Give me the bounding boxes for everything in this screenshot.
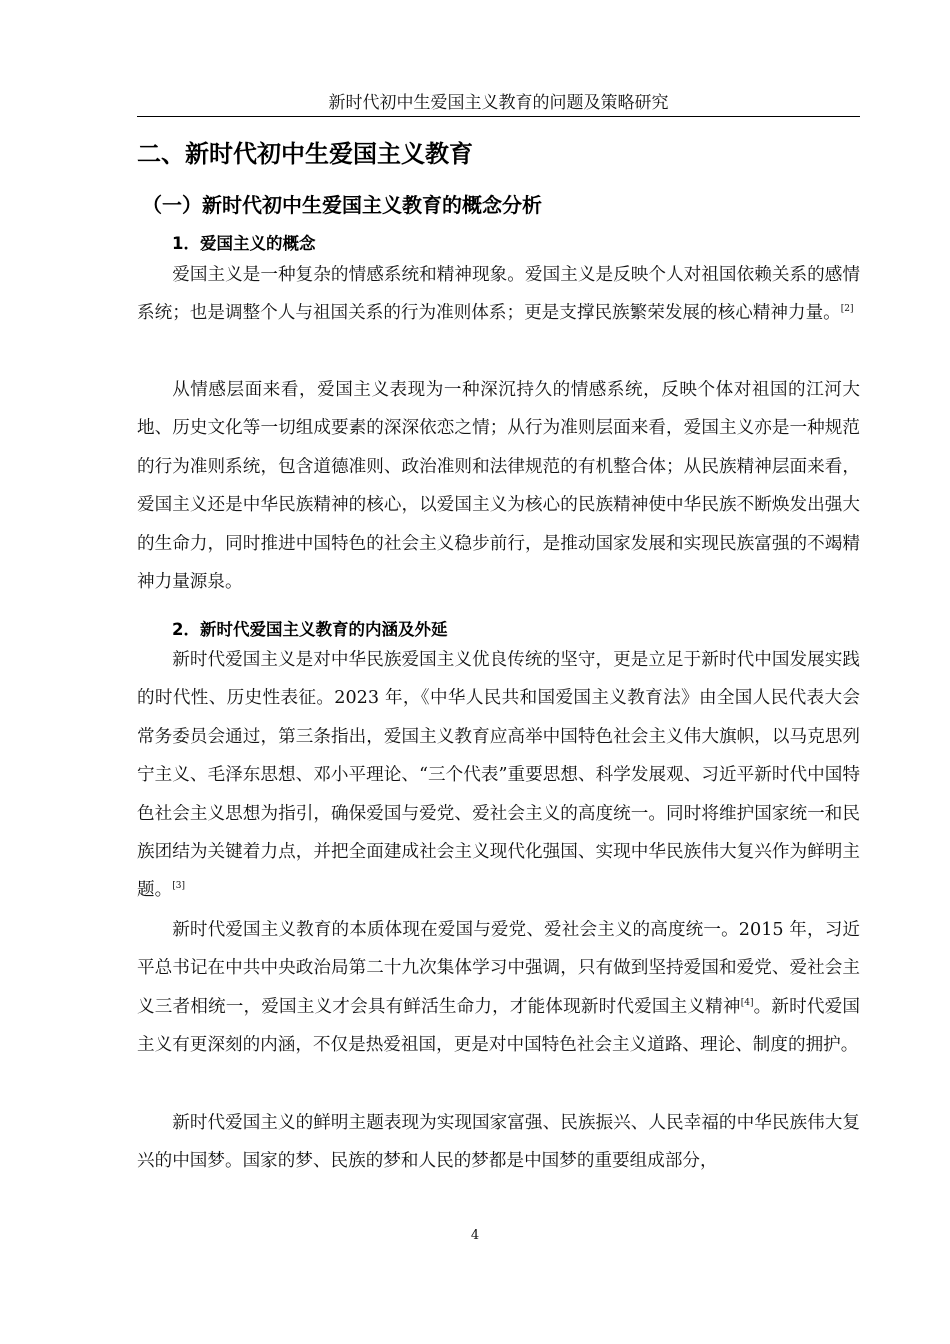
header-rule: [137, 116, 860, 117]
item1-heading: 1．爱国主义的概念: [172, 234, 316, 253]
paragraph-2: [137, 371, 860, 601]
paragraph-5-text: 新时代爱国主义的鲜明主题表现为实现国家富强、民族振兴、人民幸福的中华民族伟大复兴的中国梦。国家的梦、民族的梦和人民的梦都是中国梦的重要组成部分，: [137, 1113, 860, 1172]
citation-2: [2]: [840, 304, 854, 315]
paragraph-3: [137, 641, 860, 910]
paragraph-4-text-a: 新时代爱国主义教育的本质体现在爱国与爱党、爱社会主义的高度统一。2015 年，习近平总书记在中共中央政治局第二十九次集体学习中强调，只有做到坚持爱国和爱党、爱社会主义三者相统一，爱国主义才会具有鲜活生命力，才能体现新时代爱国主义精神: [137, 920, 860, 1017]
paragraph-4-text-b: 。新时代爱国主义有更深刻的内涵，不仅是热爱祖国，更是对中国特色社会主义道路、理论、制度的拥护。: [137, 996, 860, 1056]
subsection-heading: （一）新时代初中生爱国主义教育的概念分析: [142, 193, 542, 217]
paragraph-4: [137, 911, 860, 1065]
paragraph-1: [137, 256, 860, 333]
paragraph-1-text: 爱国主义是一种复杂的情感系统和精神现象。爱国主义是反映个人对祖国依赖关系的感情系统；也是调整个人与祖国关系的行为准则体系；更是支撑民族繁荣发展的核心精神力量。: [137, 265, 860, 324]
page-number: 4: [470, 1228, 480, 1243]
item2-heading: 2．新时代爱国主义教育的内涵及外延: [172, 620, 448, 639]
paragraph-3-text: 新时代爱国主义是对中华民族爱国主义优良传统的坚守，更是立足于新时代中国发展实践的时代性、历史性表征。2023 年，《中华人民共和国爱国主义教育法》由全国人民代表大会常务委员会通过，第三条指出，爱国主义教育应高举中国特色社会主义伟大旗帜，以马克思列宁主义、毛泽东思想、邓小平理论、“三个代表”重要思想、科学发展观、习近平新时代中国特色社会主义思想为指引，确保爱国与爱党、爱社会主义的高度统一。同时将维护国家统一和民族团结为关键着力点，并把全面建成社会主义现代化强国、实现中华民族伟大复兴作为鲜明主题。: [137, 650, 860, 901]
running-header: 新时代初中生爱国主义教育的问题及策略研究: [328, 93, 669, 113]
chapter-heading: 二、新时代初中生爱国主义教育: [137, 140, 473, 168]
citation-4: [4]: [740, 997, 754, 1008]
paragraph-5: [137, 1104, 860, 1181]
citation-3: [3]: [172, 881, 185, 892]
paragraph-2-text: 从情感层面来看，爱国主义表现为一种深沉持久的情感系统，反映个体对祖国的江河大地、历史文化等一切组成要素的深深依恋之情；从行为准则层面来看，爱国主义亦是一种规范的行为准则系统，包含道德准则、政治准则和法律规范的有机整合体；从民族精神层面来看，爱国主义还是中华民族精神的核心，以爱国主义为核心的民族精神使中华民族不断焕发出强大的生命力，同时推进中国特色的社会主义稳步前行，是推动国家发展和实现民族富强的不竭精神力量源泉。: [137, 380, 860, 593]
